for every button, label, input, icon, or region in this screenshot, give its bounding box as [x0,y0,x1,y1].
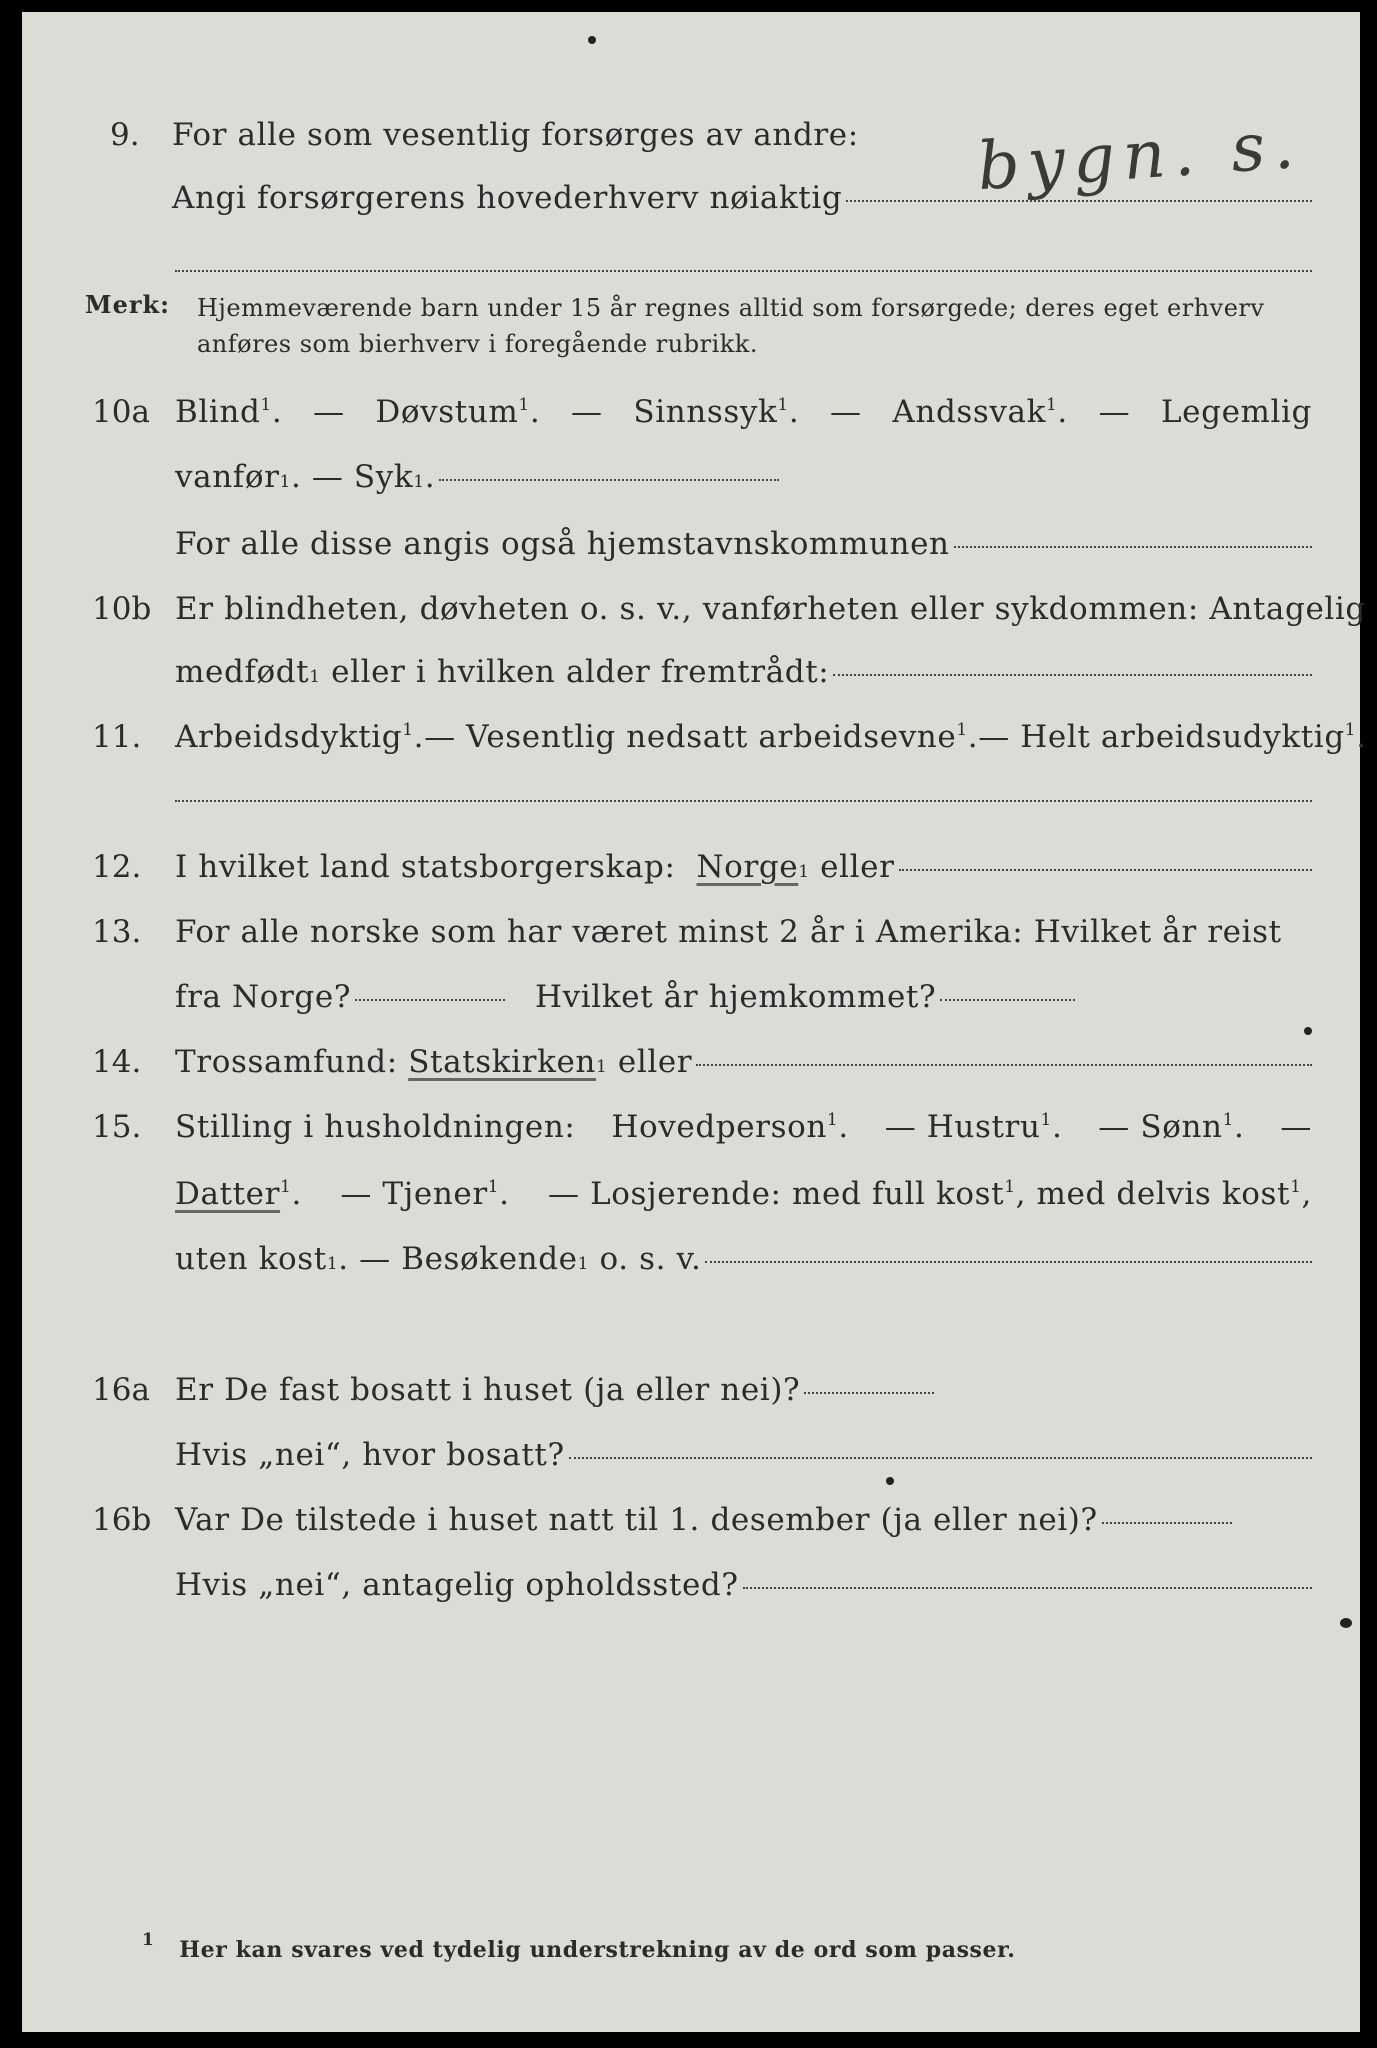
question-number: 16a [92,1372,150,1408]
question-text: For alle som vesentlig forsørges av andre: [172,117,859,153]
question-12 [22,842,1360,892]
answer-field-fill[interactable] [743,1587,1312,1589]
question-10a-line-3 [22,519,1360,569]
question-number: 10b [92,591,152,627]
answer-rule[interactable] [175,800,1312,802]
question-16a-line-1 [22,1365,1360,1415]
underlined-option: Norge [696,849,799,885]
question-text: Arbeidsdyktig$^1$. — Vesentlig nedsatt arbeidsevne$^1$. — Helt arbeidsudyktig$^1$. [175,719,1367,755]
question-number: 11. [92,719,142,755]
divider-rule [175,270,1312,272]
answer-line: medfødt 1 eller i hvilken alder fremtrådt: [175,647,1312,697]
answer-field-fill[interactable] [833,674,1312,676]
answer-line: vanfør 1 . — Syk 1 . [175,452,1312,502]
underlined-option: Datter [175,1176,281,1212]
note-label: Merk: [85,290,170,319]
question-number: 10a [92,394,150,430]
question-text: Stilling i husholdningen: Hovedperson$^1$. — Hustru$^1$. — Sønn$^1$. — [175,1109,1312,1145]
question-number: 14. [92,1044,142,1080]
answer-field-fill[interactable] [940,999,1075,1001]
question-10b-line-2 [22,647,1360,697]
question-16b-line-2 [22,1560,1360,1610]
census-form-page [22,12,1367,2032]
answer-field-fill[interactable] [804,1392,934,1394]
answer-field-fill[interactable] [705,1261,1312,1263]
handwritten-answer: bygn. s. [974,105,1305,206]
answer-field-fill[interactable] [1102,1522,1232,1524]
ink-dot [886,1477,894,1485]
answer-line: Hvis „nei“, hvor bosatt? [175,1430,1312,1480]
question-15-line-3 [22,1234,1360,1284]
question-15-line-2 [22,1169,1360,1219]
answer-line: Angi forsørgerens hovederhverv nøiaktig [172,173,1312,223]
question-number: 9. [110,117,140,153]
question-number: 16b [92,1502,152,1538]
ink-dot [1304,1027,1312,1035]
answer-field-fill[interactable] [899,869,1313,871]
question-10b-line-1 [22,584,1366,634]
question-16a-line-2 [22,1430,1360,1480]
question-text: Er blindheten, døvheten o. s. v., vanførheten eller sykdommen: Antagelig [175,591,1366,627]
question-13-line-1 [22,907,1360,957]
question-text: For alle norske som har været minst 2 år i Amerika: Hvilket år reist [175,914,1282,950]
answer-field-fill[interactable] [696,1064,1312,1066]
answer-line: Var De tilstede i huset natt til 1. desember (ja eller nei)? [175,1495,1312,1545]
question-14 [22,1037,1360,1087]
question-text: Blind$^1$. — Døvstum$^1$. — Sinnssyk$^1$. — Andssvak$^1$. — Legemlig [175,394,1312,430]
answer-field-fill[interactable] [846,200,1312,202]
note-text: Hjemmeværende barn under 15 år regnes alltid som forsørgede; deres eget erhverv anføres som bierhverv i foregående rubrikk. [197,294,1265,358]
answer-line: uten kost 1 . — Besøkende 1 o. s. v. [175,1234,1312,1284]
question-text: Trossamfund: Statskirken 1 eller [175,1037,1312,1087]
answer-field-fill[interactable] [439,479,779,481]
question-text: I hvilket land statsborgerskap: Norge 1 eller [175,842,1312,892]
underlined-option: Statskirken [408,1044,596,1080]
question-number: 12. [92,849,142,885]
question-10a-line-1 [22,387,1360,437]
footnote: $^1$ Her kan svares ved tydelig understrekning av de ord som passer. [142,1930,1016,1963]
question-number: 13. [92,914,142,950]
ink-dot [1340,1618,1352,1628]
question-16b-line-1 [22,1495,1360,1545]
question-10a-line-2 [22,452,1360,502]
question-text: Datter$^1$. — Tjener$^1$. — Losjerende: med full kost$^1$, med delvis kost$^1$, [175,1176,1312,1212]
question-15-line-1 [22,1102,1360,1152]
answer-field-fill[interactable] [355,999,505,1001]
answer-field-fill[interactable] [569,1457,1312,1459]
answer-line: Er De fast bosatt i huset (ja eller nei)? [175,1365,1312,1415]
ink-dot [588,36,596,44]
answer-field-fill[interactable] [954,546,1312,548]
question-number: 15. [92,1109,142,1145]
question-13-line-2 [22,972,1360,1022]
answer-line: Hvis „nei“, antagelig opholdssted? [175,1560,1312,1610]
question-11-line-1 [22,712,1367,762]
answer-line: For alle disse angis også hjemstavnskommunen [175,519,1312,569]
answer-line: fra Norge? Hvilket år hjemkommet? [175,972,1312,1022]
